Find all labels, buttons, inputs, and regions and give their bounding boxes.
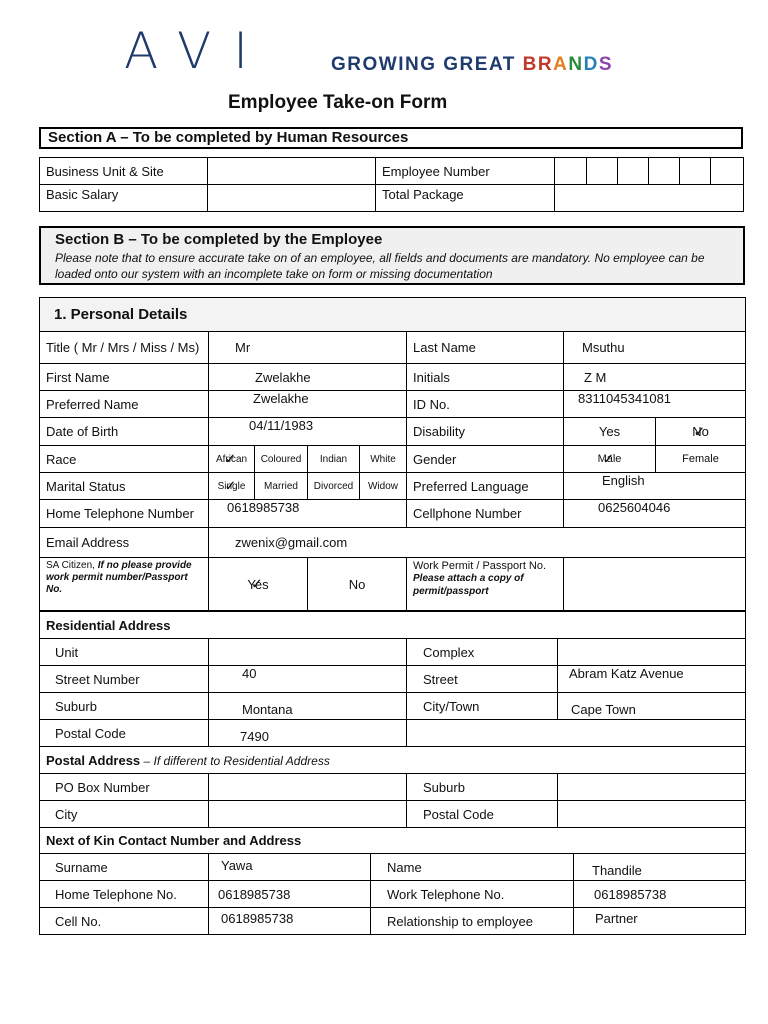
employee-number-digit[interactable] bbox=[555, 158, 587, 185]
language-field[interactable]: English bbox=[564, 473, 746, 500]
kin-surname-label: Surname bbox=[40, 854, 209, 881]
kin-home-tel-label: Home Telephone No. bbox=[40, 881, 209, 908]
po-box-label: PO Box Number bbox=[40, 774, 209, 801]
complex-label: Complex bbox=[407, 639, 558, 666]
employee-number-digit[interactable] bbox=[649, 158, 680, 185]
disability-no-option[interactable]: No ✓ bbox=[656, 418, 746, 446]
initials-label: Initials bbox=[407, 364, 564, 391]
section-a-header: Section A – To be completed by Human Resources bbox=[39, 127, 743, 149]
postal-suburb-field[interactable] bbox=[558, 774, 746, 801]
disability-label: Disability bbox=[407, 418, 564, 446]
unit-label: Unit bbox=[40, 639, 209, 666]
city-field[interactable]: Cape Town bbox=[558, 693, 746, 720]
tagline: GROWING GREAT BRANDS bbox=[331, 54, 613, 75]
business-unit-field[interactable] bbox=[208, 158, 376, 185]
kin-relationship-field[interactable]: Partner bbox=[574, 908, 746, 935]
basic-salary-field[interactable] bbox=[208, 185, 376, 212]
total-package-field[interactable] bbox=[555, 185, 744, 212]
marital-label: Marital Status bbox=[40, 473, 209, 500]
initials-field[interactable]: Z M bbox=[564, 364, 746, 391]
marital-option-divorced[interactable]: Divorced bbox=[308, 473, 360, 500]
suburb-label: Suburb bbox=[40, 693, 209, 720]
cellphone-field[interactable]: 0625604046 bbox=[564, 500, 746, 528]
street-field[interactable]: Abram Katz Avenue bbox=[558, 666, 746, 693]
home-tel-field[interactable]: 0618985738 bbox=[209, 500, 407, 528]
home-tel-label: Home Telephone Number bbox=[40, 500, 209, 528]
permit-field[interactable] bbox=[564, 558, 746, 611]
postal-code-label: Postal Code bbox=[40, 720, 209, 747]
kin-cell-label: Cell No. bbox=[40, 908, 209, 935]
cellphone-label: Cellphone Number bbox=[407, 500, 564, 528]
kin-work-tel-label: Work Telephone No. bbox=[371, 881, 574, 908]
city-label: City/Town bbox=[407, 693, 558, 720]
kin-heading: Next of Kin Contact Number and Address bbox=[40, 828, 746, 854]
disability-yes-option[interactable]: Yes bbox=[564, 418, 656, 446]
section-a-table bbox=[39, 157, 744, 212]
complex-field[interactable] bbox=[558, 639, 746, 666]
street-number-field[interactable]: 40 bbox=[209, 666, 407, 693]
marital-option-single[interactable]: Single ✓ bbox=[209, 473, 255, 500]
postal-postal-code-label: Postal Code bbox=[407, 801, 558, 828]
basic-salary-label: Basic Salary bbox=[40, 185, 208, 212]
email-field[interactable]: zwenix@gmail.com bbox=[209, 528, 746, 558]
sa-citizen-no-option[interactable]: No bbox=[308, 558, 407, 611]
sa-citizen-yes-option[interactable]: Yes ✓ bbox=[209, 558, 308, 611]
personal-details-table bbox=[39, 297, 746, 611]
avi-logo: AVI bbox=[124, 22, 270, 80]
gender-male-option[interactable]: Male ✓ bbox=[564, 446, 656, 473]
personal-details-heading: 1. Personal Details bbox=[40, 298, 746, 332]
employee-number-label: Employee Number bbox=[376, 158, 555, 185]
empty-cell bbox=[407, 720, 746, 747]
race-option-white[interactable]: White bbox=[360, 446, 407, 473]
marital-option-widow[interactable]: Widow bbox=[360, 473, 407, 500]
section-b-note: Please note that to ensure accurate take on of an employee, all fields and documents are mandatory. No employee can be loaded onto our system with an incomplete take on form or missing documentation bbox=[55, 251, 705, 281]
gender-female-option[interactable]: Female bbox=[656, 446, 746, 473]
postal-suburb-label: Suburb bbox=[407, 774, 558, 801]
marital-option-married[interactable]: Married bbox=[255, 473, 308, 500]
title-field[interactable]: Mr bbox=[209, 332, 407, 364]
dob-field[interactable]: 04/11/1983 bbox=[209, 418, 407, 446]
first-name-field[interactable]: Zwelakhe bbox=[209, 364, 407, 391]
business-unit-label: Business Unit & Site bbox=[40, 158, 208, 185]
postal-postal-code-field[interactable] bbox=[558, 801, 746, 828]
postal-heading: Postal Address – If different to Residential Address bbox=[40, 747, 746, 774]
kin-surname-field[interactable]: Yawa bbox=[209, 854, 371, 881]
section-b-title: Section B – To be completed by the Employee bbox=[55, 231, 383, 248]
permit-label: Work Permit / Passport No. Please attach a copy of permit/passport bbox=[407, 558, 564, 611]
id-label: ID No. bbox=[407, 391, 564, 418]
kin-home-tel-field[interactable]: 0618985738 bbox=[209, 881, 371, 908]
postal-city-field[interactable] bbox=[209, 801, 407, 828]
kin-table bbox=[39, 853, 746, 935]
race-option-coloured[interactable]: Coloured bbox=[255, 446, 308, 473]
last-name-label: Last Name bbox=[407, 332, 564, 364]
race-option-indian[interactable]: Indian bbox=[308, 446, 360, 473]
postal-city-label: City bbox=[40, 801, 209, 828]
residential-heading: Residential Address bbox=[40, 612, 746, 639]
section-b-header bbox=[39, 226, 745, 285]
total-package-label: Total Package bbox=[376, 185, 555, 212]
kin-work-tel-field[interactable]: 0618985738 bbox=[574, 881, 746, 908]
unit-field[interactable] bbox=[209, 639, 407, 666]
dob-label: Date of Birth bbox=[40, 418, 209, 446]
street-label: Street bbox=[407, 666, 558, 693]
first-name-label: First Name bbox=[40, 364, 209, 391]
preferred-name-field[interactable]: Zwelakhe bbox=[209, 391, 407, 418]
kin-name-field[interactable]: Thandile bbox=[574, 854, 746, 881]
employee-number-digit[interactable] bbox=[618, 158, 649, 185]
sa-citizen-label: SA Citizen, If no please provide work permit number/Passport No. bbox=[40, 558, 209, 611]
employee-number-digit[interactable] bbox=[680, 158, 711, 185]
id-field[interactable]: 8311045341081 bbox=[564, 391, 746, 418]
employee-number-digit[interactable] bbox=[711, 158, 744, 185]
street-number-label: Street Number bbox=[40, 666, 209, 693]
employee-number-digit[interactable] bbox=[587, 158, 618, 185]
preferred-name-label: Preferred Name bbox=[40, 391, 209, 418]
kin-cell-field[interactable]: 0618985738 bbox=[209, 908, 371, 935]
gender-label: Gender bbox=[407, 446, 564, 473]
kin-relationship-label: Relationship to employee bbox=[371, 908, 574, 935]
address-table bbox=[39, 611, 746, 854]
suburb-field[interactable]: Montana bbox=[209, 693, 407, 720]
title-label: Title ( Mr / Mrs / Miss / Ms) bbox=[40, 332, 209, 364]
email-label: Email Address bbox=[40, 528, 209, 558]
race-label: Race bbox=[40, 446, 209, 473]
last-name-field[interactable]: Msuthu bbox=[564, 332, 746, 364]
race-option-african[interactable]: African ✓ bbox=[209, 446, 255, 473]
po-box-field[interactable] bbox=[209, 774, 407, 801]
postal-code-field[interactable]: 7490 bbox=[209, 720, 407, 747]
kin-name-label: Name bbox=[371, 854, 574, 881]
language-label: Preferred Language bbox=[407, 473, 564, 500]
